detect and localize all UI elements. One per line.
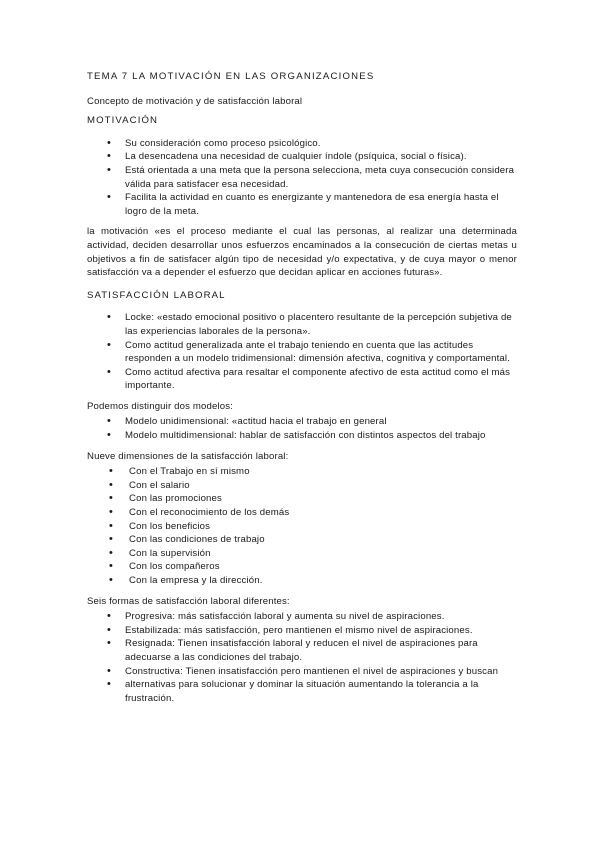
list-item: • Estabilizada: más satisfacción, pero mantienen el mismo nivel de aspiraciones. [87,624,517,638]
list-item: • Locke: «estado emocional positivo o placentero resultante de la percepción subjetiva de las experiencias laborales de la persona». [87,311,517,338]
list-item: • Está orientada a una meta que la persona selecciona, meta cuya consecución considera válida para satisfacer esa necesidad. [87,164,517,191]
list-item: • Como actitud generalizada ante el trabajo teniendo en cuenta que las actitudes responden a un modelo tridimensional: dimensión afectiva, cognitiva y comportamental. [87,339,517,366]
section-heading-satisfaccion: SATISFACCIÓN LABORAL [87,289,226,301]
dimensions-list [87,465,517,587]
forms-intro: Seis formas de satisfacción laboral diferentes: [87,595,290,607]
list-item: • Con la empresa y la dirección. [87,574,517,588]
list-item: • Como actitud afectiva para resaltar el componente afectivo de esta actitud como el más importante. [87,366,517,393]
list-item: • Facilita la actividad en cuanto es energizante y mantenedora de esa energía hasta el logro de la meta. [87,191,517,218]
list-item: • Con las condiciones de trabajo [87,533,517,547]
list-item: • Con las promociones [87,492,517,506]
list-item: • Modelo multidimensional: hablar de satisfacción con distintos aspectos del trabajo [87,429,517,443]
models-intro: Podemos distinguir dos modelos: [87,400,233,412]
document-title: TEMA 7 LA MOTIVACIÓN EN LAS ORGANIZACIONES [87,71,375,82]
list-item: • Con el reconocimiento de los demás [87,506,517,520]
list-item: • Progresiva: más satisfacción laboral y aumenta su nivel de aspiraciones. [87,610,517,624]
list-item: • Con los beneficios [87,520,517,534]
list-item: • Su consideración como proceso psicológico. [87,137,517,151]
section-heading-motivacion: MOTIVACIÓN [87,115,159,127]
list-item: • Con el Trabajo en sí mismo [87,465,517,479]
list-item: • Constructiva: Tienen insatisfacción pero mantienen el nivel de aspiraciones y buscan [87,665,517,679]
list-item: • Modelo unidimensional: «actitud hacia el trabajo en general [87,415,517,429]
forms-list [87,610,517,705]
list-item: • alternativas para solucionar y dominar la situación aumentando la tolerancia a la frustración. [87,678,517,705]
motivacion-bullet-list [87,137,517,219]
list-item: • Con los compañeros [87,560,517,574]
models-list [87,415,517,442]
satisfaccion-bullet-list [87,311,517,393]
document-body [87,70,517,712]
list-item: • Con la supervisión [87,547,517,561]
list-item: • La desencadena una necesidad de cualquier índole (psíquica, social o física). [87,150,517,164]
list-item: • Con el salario [87,479,517,493]
motivacion-definition: la motivación «es el proceso mediante el cual las personas, al realizar una determinada actividad, deciden desarrollar unos esfuerzos encaminados a la consecución de ciertas metas u objetivos a fin de satisfacer algún tipo de necesidad y/o expectativa, y de cuya mayor o menor satisfacción va a depender el esfuerzo que decidan aplicar en acciones futuras». [87,226,517,279]
list-item: • Resignada: Tienen insatisfacción laboral y reducen el nivel de aspiraciones para adecuarse a las condiciones del trabajo. [87,637,517,664]
document-subtitle: Concepto de motivación y de satisfacción laboral [87,95,303,107]
dimensions-intro: Nueve dimensiones de la satisfacción laboral: [87,450,289,462]
